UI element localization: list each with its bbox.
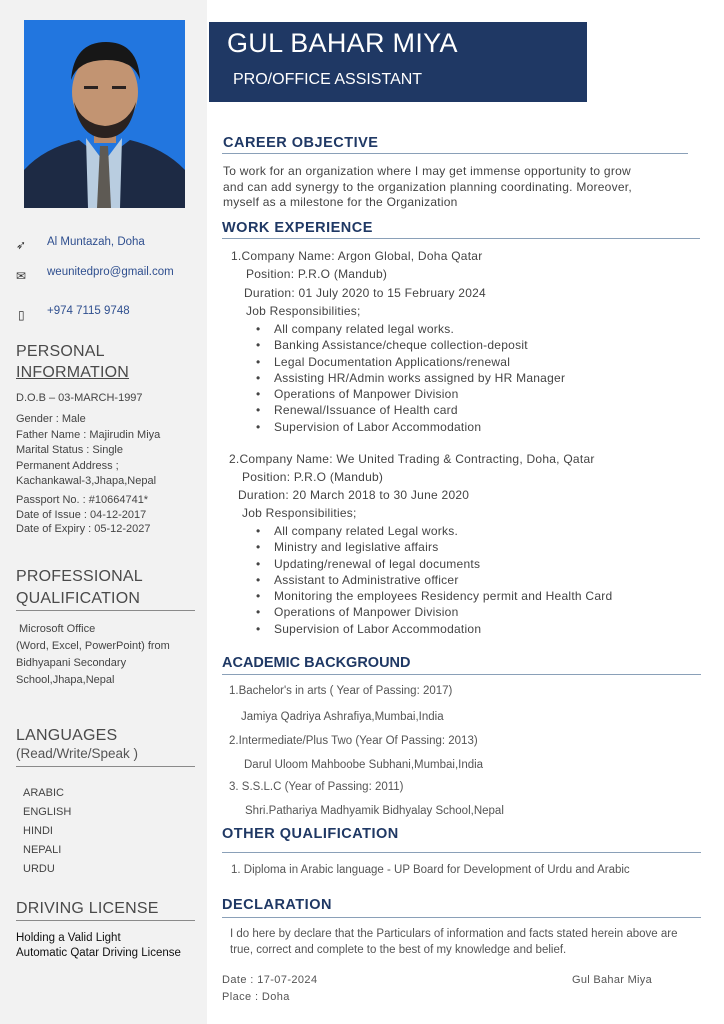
work-heading: WORK EXPERIENCE <box>222 220 373 236</box>
list-item: • Updating/renewal of legal documents <box>248 556 612 572</box>
professional-line: (Word, Excel, PowerPoint) from <box>16 640 170 652</box>
contact-email[interactable]: weunitedpro@gmail.com <box>47 266 174 278</box>
language-item: HINDI <box>23 825 53 837</box>
job2-duration: Duration: 20 March 2018 to 30 June 2020 <box>238 488 470 502</box>
email-icon: ✉ <box>16 269 27 283</box>
list-item: • Ministry and legislative affairs <box>248 539 612 555</box>
job1-duration: Duration: 01 July 2020 to 15 February 2024 <box>244 286 486 300</box>
driving-details <box>16 931 181 961</box>
academic-school-1: Jamiya Qadriya Ashrafiya,Mumbai,India <box>241 711 444 723</box>
language-item: ENGLISH <box>23 806 72 818</box>
declaration-line: I do here by declare that the Particulars of information and facts stated herein above are <box>230 928 678 940</box>
personal-line: Permanent Address ; <box>16 459 119 472</box>
work-divider <box>222 238 700 239</box>
academic-degree-1: 1.Bachelor's in arts ( Year of Passing: 2017) <box>229 685 453 697</box>
full-name: GUL BAHAR MIYA <box>227 28 458 58</box>
professional-heading-line2: QUALIFICATION <box>16 590 141 607</box>
declaration-place: Place : Doha <box>222 991 290 1003</box>
language-item: URDU <box>23 863 55 875</box>
job1-resp-label: Job Responsibilities; <box>246 304 361 318</box>
career-divider <box>222 153 688 154</box>
list-item: • Legal Documentation Applications/renewal <box>248 354 565 370</box>
passport-details <box>16 493 151 537</box>
passport-line: Passport No. : #10664741* <box>16 494 149 506</box>
declaration-line: true, correct and complete to the best of my knowledge and belief. <box>230 944 567 956</box>
job1-company: 1.Company Name: Argon Global, Doha Qatar <box>231 249 483 263</box>
driving-divider <box>16 920 195 921</box>
academic-school-3: Shri.Pathariya Madhyamik Bidhyalay School,Nepal <box>245 805 504 817</box>
professional-details <box>16 621 170 689</box>
list-item: • Supervision of Labor Accommodation <box>248 621 612 637</box>
professional-heading-line1: PROFESSIONAL <box>16 568 143 585</box>
declaration-heading: DECLARATION <box>222 897 332 913</box>
professional-divider <box>16 610 195 611</box>
declaration-divider <box>222 917 701 918</box>
career-text <box>223 164 632 211</box>
personal-heading-line1: PERSONAL <box>16 343 105 360</box>
list-item: • Banking Assistance/cheque collection-deposit <box>248 337 565 353</box>
languages-subheading: (Read/Write/Speak ) <box>16 746 139 761</box>
list-item: • Monitoring the employees Residency permit and Health Card <box>248 588 612 604</box>
language-list <box>23 784 71 879</box>
driving-heading: DRIVING LICENSE <box>16 900 159 917</box>
career-heading: CAREER OBJECTIVE <box>223 135 379 151</box>
contact-location: Al Muntazah, Doha <box>47 236 145 248</box>
list-item: • Operations of Manpower Division <box>248 604 612 620</box>
list-item: • All company related Legal works. <box>248 523 612 539</box>
passport-line: Date of Issue : 04-12-2017 <box>16 508 147 521</box>
list-item: • All company related legal works. <box>248 321 565 337</box>
job2-position: Position: P.R.O (Mandub) <box>242 470 384 484</box>
languages-divider <box>16 766 195 767</box>
professional-line: School,Jhapa,Nepal <box>16 674 115 686</box>
professional-line: Microsoft Office <box>19 623 96 635</box>
languages-heading: LANGUAGES <box>16 727 118 744</box>
job2-company: 2.Company Name: We United Trading & Contracting, Doha, Qatar <box>229 452 595 466</box>
language-item: ARABIC <box>23 787 64 799</box>
professional-line: Bidhyapani Secondary <box>16 657 127 669</box>
list-item: • Operations of Manpower Division <box>248 386 565 402</box>
personal-heading-line2: INFORMATION <box>16 364 130 381</box>
academic-school-2: Darul Uloom Mahboobe Subhani,Mumbai,India <box>244 759 484 771</box>
personal-line: Marital Status : Single <box>16 444 123 456</box>
job1-responsibilities <box>248 321 565 435</box>
academic-divider <box>222 674 701 675</box>
contact-phone: +974 7115 9748 <box>47 305 130 317</box>
profile-photo <box>24 20 185 208</box>
location-icon: ➶ <box>16 238 27 252</box>
career-line: To work for an organization where I may get immense opportunity to grow <box>223 164 631 178</box>
other-divider <box>222 852 701 853</box>
personal-details <box>16 412 160 490</box>
job2-responsibilities <box>248 523 612 637</box>
academic-degree-2: 2.Intermediate/Plus Two (Year Of Passing: 2013) <box>229 735 478 747</box>
phone-icon: ▯ <box>18 308 25 322</box>
driving-line: Holding a Valid Light <box>16 932 121 944</box>
academic-degree-3: 3. S.S.L.C (Year of Passing: 2011) <box>229 781 404 793</box>
list-item: • Assisting HR/Admin works assigned by HR Manager <box>248 370 565 386</box>
job-title: PRO/OFFICE ASSISTANT <box>233 71 423 88</box>
person-photo-illustration <box>24 20 185 208</box>
job1-position: Position: P.R.O (Mandub) <box>246 267 388 281</box>
personal-line: Father Name : Majirudin Miya <box>16 428 161 441</box>
language-item: NEPALI <box>23 844 62 856</box>
signature-name: Gul Bahar Miya <box>572 974 653 986</box>
job2-resp-label: Job Responsibilities; <box>242 506 357 520</box>
passport-line: Date of Expiry : 05-12-2027 <box>16 523 151 535</box>
personal-line: Gender : Male <box>16 413 86 425</box>
other-heading: OTHER QUALIFICATION <box>222 826 399 842</box>
career-line: and can add synergy to the organization planning coordinating. Moreover, <box>223 179 632 194</box>
declaration-text <box>230 926 677 958</box>
list-item: • Supervision of Labor Accommodation <box>248 419 565 435</box>
career-line: myself as a milestone for the Organization <box>223 195 458 209</box>
driving-line: Automatic Qatar Driving License <box>16 947 181 959</box>
other-item: 1. Diploma in Arabic language - UP Board for Development of Urdu and Arabic <box>231 864 630 876</box>
declaration-date: Date : 17-07-2024 <box>222 974 318 986</box>
name-banner <box>209 22 587 102</box>
academic-heading: ACADEMIC BACKGROUND <box>222 655 411 671</box>
personal-line: Kachankawal-3,Jhapa,Nepal <box>16 475 157 487</box>
dob: D.O.B – 03-MARCH-1997 <box>16 392 143 404</box>
list-item: • Assistant to Administrative officer <box>248 572 612 588</box>
list-item: • Renewal/Issuance of Health card <box>248 402 565 418</box>
